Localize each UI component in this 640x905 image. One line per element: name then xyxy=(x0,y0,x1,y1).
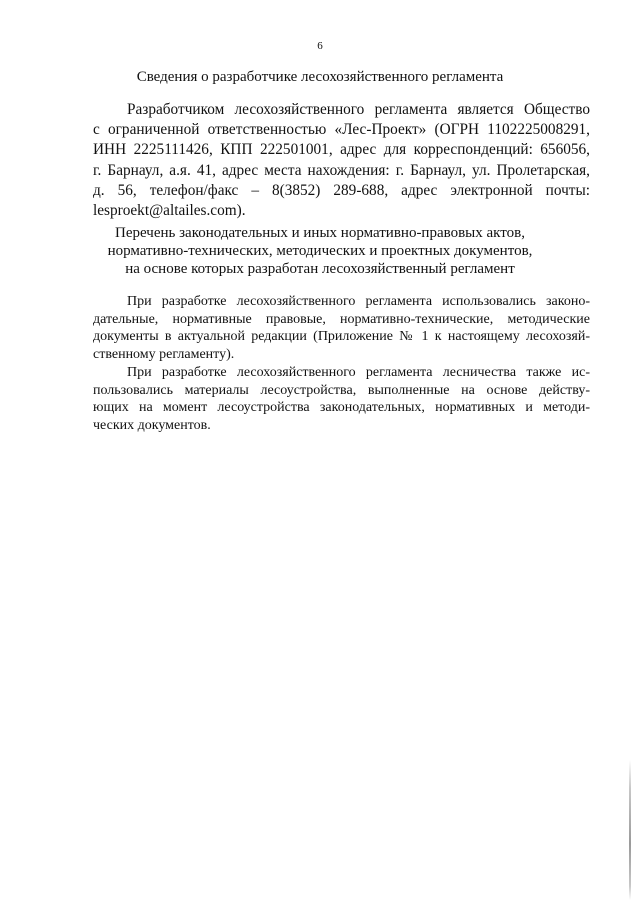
paragraph-line: ческих документов. xyxy=(93,417,211,433)
email-line: lesproekt@altailes.com). xyxy=(93,202,246,220)
paragraph-line: г. Барнаул, а.я. 41, адрес места нахождения: г. Барнаул, ул. Пролетарская, xyxy=(93,161,590,179)
forest-inventory-paragraph xyxy=(93,364,590,434)
page-number: 6 xyxy=(317,40,323,52)
paragraph-line: ИНН 2225111426, КПП 222501001, адрес для корреспонденций: 656056, xyxy=(93,141,590,159)
heading-line: на основе которых разработан лесохозяйственный регламент xyxy=(125,261,515,277)
paragraph-line: ственному регламенту). xyxy=(93,346,235,362)
paragraph-line: Разработчиком лесохозяйственного регламента является Общество xyxy=(127,101,590,118)
paragraph-line: При разработке лесохозяйственного регламента использовались законо- xyxy=(127,294,590,309)
legislation-paragraph xyxy=(93,293,590,363)
paragraph-line: При разработке лесохозяйственного регламента лесничества также ис- xyxy=(127,365,590,380)
paragraph-line: д. 56, телефон/факс – 8(3852) 289-688, адрес электронной почты: xyxy=(93,181,590,199)
paragraph-line: дательные, нормативные правовые, нормативно-технические, методические xyxy=(93,311,590,327)
scan-edge-shadow xyxy=(629,760,631,900)
developer-info-heading: Сведения о разработчике лесохозяйственного регламента xyxy=(136,69,504,85)
paragraph-line: с ограниченной ответственностью «Лес-Проект» (ОГРН 1102225008291, xyxy=(93,121,590,139)
paragraph-line: документы в актуальной редакции (Приложение № 1 к настоящему лесохозяй- xyxy=(93,329,590,344)
heading-line: нормативно-технических, методических и проектных документов, xyxy=(107,243,533,259)
paragraph-line: ющих на момент лесоустройства законодательных, нормативных и методи- xyxy=(93,400,590,415)
developer-info-paragraph xyxy=(93,100,590,221)
paragraph-line: пользовались материалы лесоустройства, выполненные на основе действу- xyxy=(93,382,590,398)
documents-list-heading xyxy=(0,224,640,278)
heading-line: Перечень законодательных и иных нормативно-правовых актов, xyxy=(115,225,525,241)
